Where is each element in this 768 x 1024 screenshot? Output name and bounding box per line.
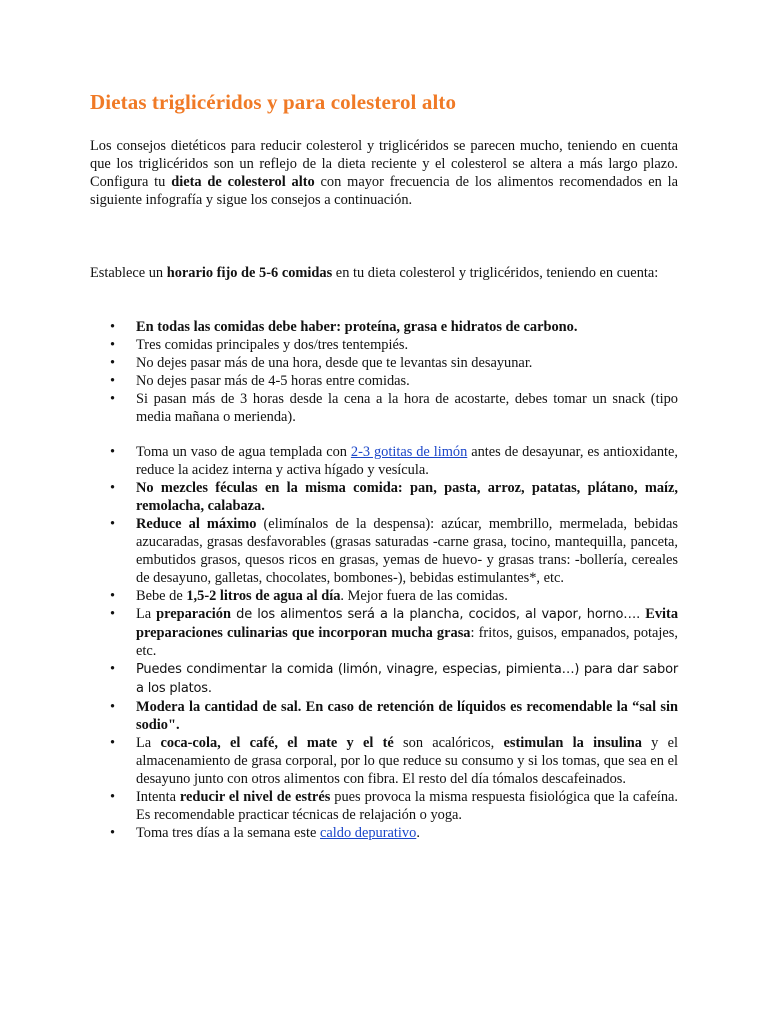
list-item-text: pues provoca la misma respuesta fisiológica que la cafeína. Es recomendable practicar técnicas de relajación o yoga.	[136, 789, 679, 823]
list-item	[90, 515, 678, 587]
list-item-text: No dejes pasar más de una hora, desde que te levantas sin desayunar.	[136, 355, 533, 371]
list-item-text: La	[136, 735, 161, 751]
schedule-text-1: Establece un	[90, 265, 167, 281]
list-item-bold: reducir el nivel de estrés	[179, 789, 331, 805]
list-item-bold: 1,5-2 litros de agua al día	[186, 588, 341, 604]
list-item	[90, 660, 678, 698]
list-item-bold: estimulan la insulina	[503, 735, 642, 751]
list-item-text: Tres comidas principales y dos/tres tentempiés.	[136, 337, 409, 353]
schedule-paragraph	[90, 264, 678, 282]
intro-text-1: Los consejos dietéticos para reducir colesterol y triglicéridos se parecen mucho, teniendo en cuenta que los triglicéridos son un reflejo de la dieta reciente y el colesterol se altera a más largo plazo. Configura tu	[90, 138, 678, 190]
list-item-text: (elimínalos de la despensa): azúcar, membrillo, mermelada, bebidas azucaradas, grasas desfavorables (grasas saturadas -carne grasa, tocino, mantequilla, panceta, embutidos grasos, quesos ricos en grasas, yemas de huevo- y grasas trans: -bollería, cereales de desayuno, galletas, chocolates, bombones-), bebidas estimulantes*, etc.	[136, 516, 678, 586]
list-item-text: Puedes condimentar la comida (limón, vinagre, especias, pimienta…) para dar sabor a los platos.	[136, 662, 678, 696]
list-item-text: Si pasan más de 3 horas desde la cena a la hora de acostarte, debes tomar un snack (tipo media mañana o merienda).	[136, 391, 678, 425]
list-item-bold: Reduce al máximo	[136, 516, 257, 532]
intro-bold: dieta de colesterol alto	[171, 174, 315, 190]
caldo-depurativo-link[interactable]: caldo depurativo	[320, 825, 417, 841]
list-item-text: No dejes pasar más de 4-5 horas entre comidas.	[136, 373, 410, 389]
list-item-text: Toma tres días a la semana este	[136, 825, 320, 841]
page-title: Dietas triglicéridos y para colesterol alto	[90, 90, 457, 114]
list-item	[90, 336, 678, 354]
list-item-bold: En todas las comidas debe haber: proteína, grasa e hidratos de carbono.	[136, 319, 578, 335]
list-item-text: Intenta	[136, 789, 180, 805]
list-item-bold: coca-cola, el café, el mate y el té	[160, 735, 394, 751]
list-item	[90, 354, 678, 372]
list-item-text: Toma un vaso de agua templada con	[136, 444, 351, 460]
list-item	[90, 479, 678, 515]
list-item-bold: Modera la cantidad de sal. En caso de retención de líquidos es recomendable la “sal sin sodio".	[136, 699, 678, 733]
list-item	[90, 443, 678, 479]
advice-list	[90, 443, 678, 842]
list-item	[90, 734, 678, 788]
list-item-text: : fritos, guisos, empanados, potajes, etc.	[136, 625, 678, 659]
list-item	[90, 318, 678, 336]
list-item	[90, 390, 678, 426]
list-item	[90, 788, 678, 824]
list-item-text: y el almacenamiento de grasa corporal, por lo que reduce su consumo y si los tomas, que sea en el desayuno junto con otros alimentos con fibra. El resto del día tómalos descafeinados.	[136, 735, 679, 787]
limon-link[interactable]: 2-3 gotitas de limón	[350, 444, 468, 460]
list-item	[90, 605, 678, 660]
list-item-text: .	[416, 825, 420, 841]
list-item-text: . Mejor fuera de las comidas.	[340, 588, 508, 604]
list-item-text: de los alimentos será a la plancha, cocidos, al vapor, horno….	[230, 607, 646, 622]
list-item	[90, 372, 678, 390]
intro-text-2: con mayor frecuencia de los alimentos recomendados en la siguiente infografía y sigue los consejos a continuación.	[90, 174, 678, 208]
list-item-text: Bebe de	[136, 588, 187, 604]
intro-paragraph	[90, 137, 678, 209]
list-item	[90, 824, 678, 842]
list-item-bold: preparación	[156, 606, 231, 622]
list-item-text: La	[136, 606, 157, 622]
list-item-text: antes de desayunar, es antioxidante, reduce la acidez interna y activa hígado y vesícula.	[136, 444, 679, 478]
list-item	[90, 587, 678, 605]
list-item-bold: Evita preparaciones culinarias que incorporan mucha grasa	[136, 606, 679, 641]
list-item	[90, 698, 678, 734]
list-item-bold: No mezcles féculas en la misma comida: pan, pasta, arroz, patatas, plátano, maíz, remolacha, calabaza.	[136, 480, 678, 514]
meal-rules-list	[90, 318, 678, 426]
schedule-text-2: en tu dieta colesterol y triglicéridos, teniendo en cuenta:	[332, 265, 659, 281]
list-item-text: son acalóricos,	[393, 735, 504, 751]
schedule-bold: horario fijo de 5-6 comidas	[166, 265, 333, 281]
